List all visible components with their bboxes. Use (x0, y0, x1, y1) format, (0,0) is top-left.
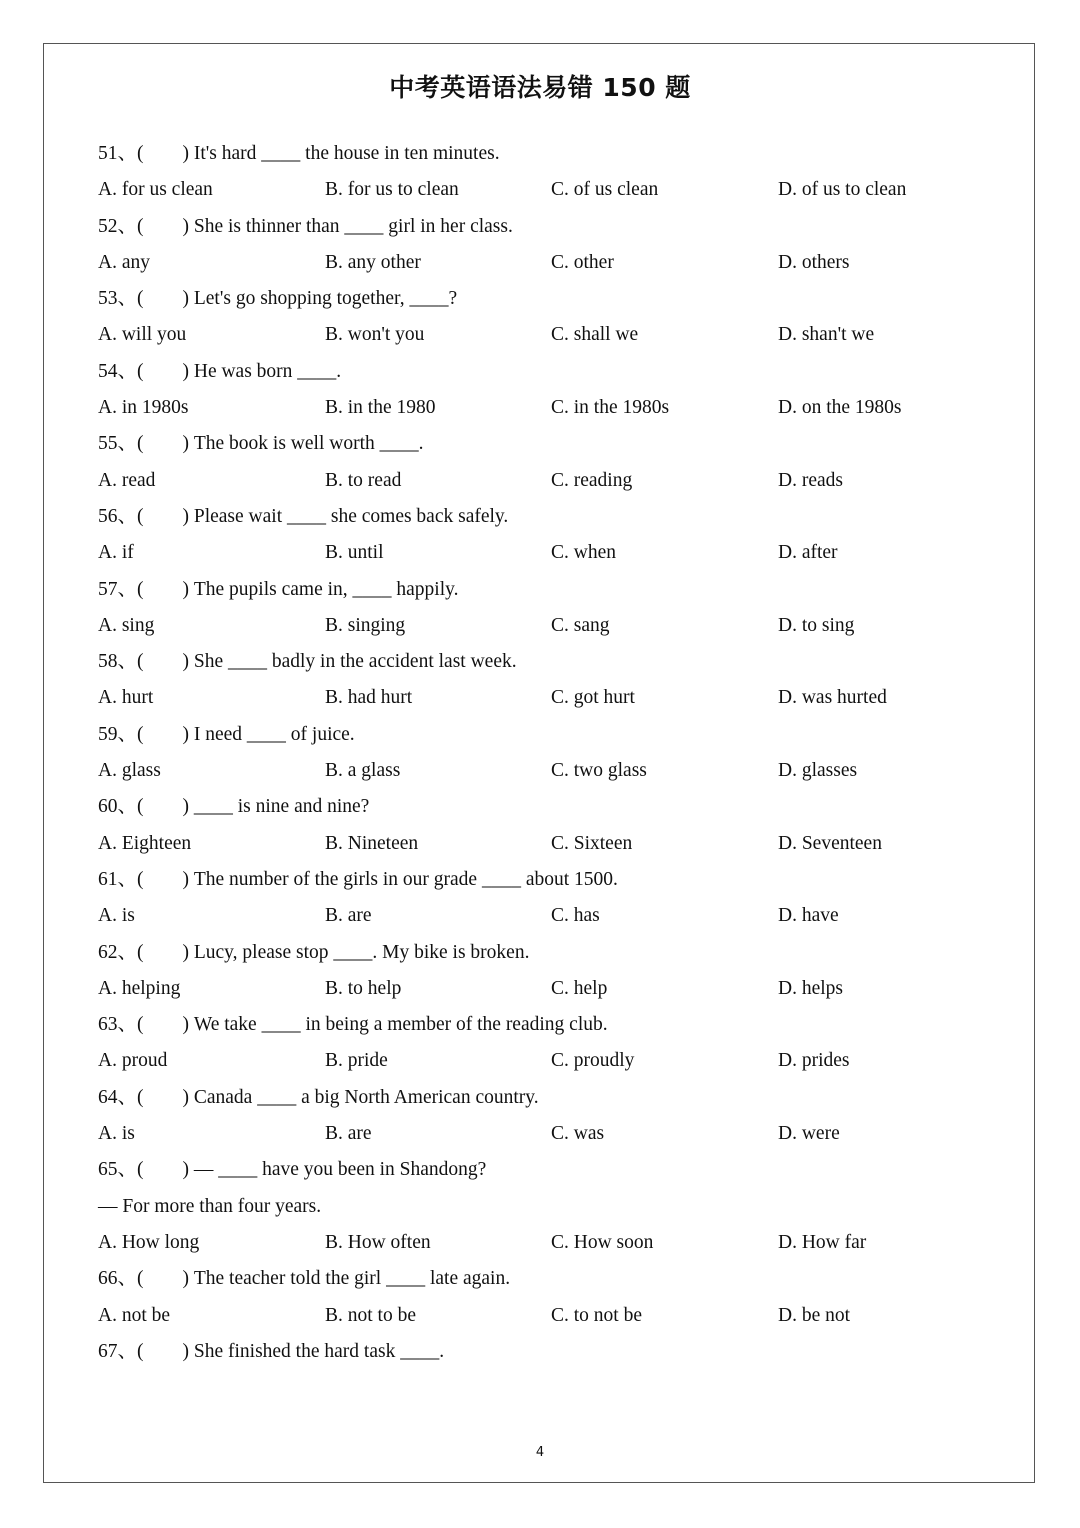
question-stem: 61、( ) The number of the girls in our grade ____ about 1500. (98, 868, 618, 890)
option-a: A. is (98, 905, 135, 927)
option-d: D. reads (778, 469, 843, 491)
question-stem: 53、( ) Let's go shopping together, ____? (98, 288, 458, 310)
question-stem: 62、( ) Lucy, please stop ____. My bike is broken. (98, 941, 530, 963)
option-b: B. singing (325, 614, 406, 636)
option-c: C. sang (551, 614, 610, 636)
option-b: B. not to be (325, 1304, 416, 1326)
option-d: D. of us to clean (778, 179, 907, 201)
option-a: A. sing (98, 614, 155, 636)
option-c: C. to not be (551, 1304, 642, 1326)
option-a: A. glass (98, 760, 161, 782)
question-stem: 55、( ) The book is well worth ____. (98, 433, 424, 455)
option-a: A. hurt (98, 687, 154, 709)
option-d: D. be not (778, 1304, 851, 1326)
option-b: B. are (325, 1123, 372, 1145)
option-a: A. not be (98, 1304, 171, 1326)
option-b: B. won't you (325, 324, 425, 346)
option-row (98, 463, 998, 499)
option-d: D. after (778, 542, 838, 564)
option-d: D. prides (778, 1050, 850, 1072)
option-d: D. helps (778, 977, 843, 999)
option-b: B. any other (325, 251, 421, 273)
option-row (98, 1225, 998, 1261)
option-a: A. helping (98, 977, 181, 999)
question-stem: 67、( ) She finished the hard task ____. (98, 1340, 445, 1362)
option-row (98, 317, 998, 353)
option-a: A. in 1980s (98, 397, 189, 419)
question-stem: 64、( ) Canada ____ a big North American country. (98, 1086, 539, 1108)
option-b: B. are (325, 905, 372, 927)
option-c: C. has (551, 905, 600, 927)
option-c: C. other (551, 251, 614, 273)
option-d: D. shan't we (778, 324, 875, 346)
option-row (98, 753, 998, 789)
option-b: B. for us to clean (325, 179, 459, 201)
option-b: B. to help (325, 977, 402, 999)
option-c: C. reading (551, 469, 633, 491)
option-c: C. got hurt (551, 687, 635, 709)
question-stem: 66、( ) The teacher told the girl ____ late again. (98, 1268, 511, 1290)
option-c: C. when (551, 542, 616, 564)
option-row (98, 898, 998, 934)
option-d: D. have (778, 905, 839, 927)
question-stem: 54、( ) He was born ____. (98, 360, 342, 382)
option-b: B. pride (325, 1050, 388, 1072)
question-stem: 52、( ) She is thinner than ____ girl in her class. (98, 215, 513, 237)
option-a: A. proud (98, 1050, 168, 1072)
question-stem: 57、( ) The pupils came in, ____ happily. (98, 578, 459, 600)
option-c: C. of us clean (551, 179, 659, 201)
option-d: D. How far (778, 1231, 867, 1253)
option-c: C. proudly (551, 1050, 635, 1072)
option-d: D. glasses (778, 760, 858, 782)
question-stem: 59、( ) I need ____ of juice. (98, 723, 355, 745)
option-b: B. to read (325, 469, 402, 491)
option-row (98, 245, 998, 281)
option-d: D. to sing (778, 614, 855, 636)
question-stem: 60、( ) ____ is nine and nine? (98, 796, 370, 818)
page-number: 4 (535, 1445, 545, 1460)
page-title: 中考英语语法易错 150 题 (389, 73, 691, 102)
option-row (98, 172, 998, 208)
option-row (98, 1116, 998, 1152)
option-a: A. is (98, 1123, 135, 1145)
question-list (98, 136, 998, 1370)
option-d: D. was hurted (778, 687, 887, 709)
option-row (98, 680, 998, 716)
option-b: B. Nineteen (325, 832, 419, 854)
option-b: B. a glass (325, 760, 401, 782)
option-a: A. for us clean (98, 179, 213, 201)
option-b: B. until (325, 542, 384, 564)
option-row (98, 608, 998, 644)
option-c: C. How soon (551, 1231, 654, 1253)
question-stem: 58、( ) She ____ badly in the accident last week. (98, 651, 517, 673)
option-a: A. if (98, 542, 134, 564)
option-a: A. How long (98, 1231, 200, 1253)
option-b: B. had hurt (325, 687, 413, 709)
dialogue-reply: — For more than four years. (98, 1195, 322, 1217)
option-row (98, 971, 998, 1007)
question-stem: 63、( ) We take ____ in being a member of the reading club. (98, 1014, 608, 1036)
option-c: C. was (551, 1123, 605, 1145)
option-c: C. in the 1980s (551, 397, 670, 419)
option-c: C. two glass (551, 760, 647, 782)
option-d: D. on the 1980s (778, 397, 902, 419)
option-row (98, 826, 998, 862)
option-a: A. will you (98, 324, 187, 346)
option-row (98, 1043, 998, 1079)
option-row (98, 390, 998, 426)
option-d: D. others (778, 251, 850, 273)
option-d: D. Seventeen (778, 832, 882, 854)
question-stem: 51、( ) It's hard ____ the house in ten minutes. (98, 143, 500, 164)
option-c: C. Sixteen (551, 832, 633, 854)
option-a: A. Eighteen (98, 832, 192, 854)
option-c: C. help (551, 977, 608, 999)
option-d: D. were (778, 1123, 840, 1145)
option-row (98, 535, 998, 571)
option-row (98, 1298, 998, 1334)
option-b: B. in the 1980 (325, 397, 436, 419)
option-a: A. any (98, 251, 150, 273)
option-c: C. shall we (551, 324, 639, 346)
question-stem: 56、( ) Please wait ____ she comes back safely. (98, 505, 509, 527)
option-a: A. read (98, 469, 156, 491)
option-b: B. How often (325, 1231, 431, 1253)
question-stem: 65、( ) — ____ have you been in Shandong? (98, 1159, 487, 1181)
